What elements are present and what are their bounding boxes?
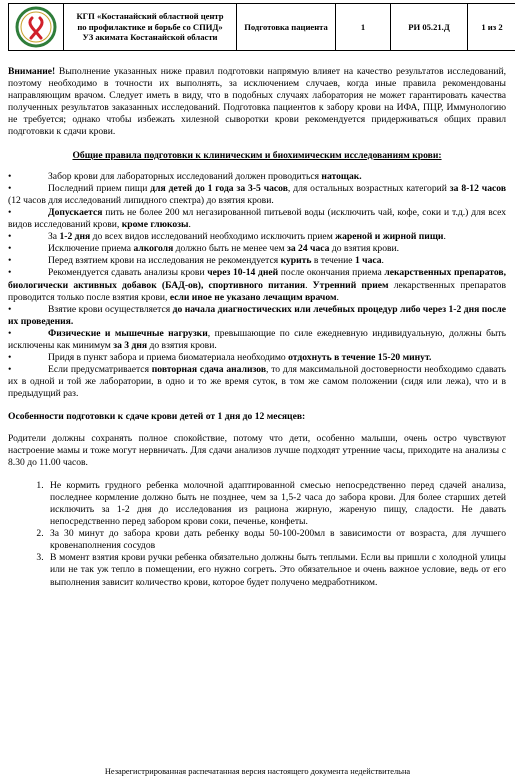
bullet-icon: • — [8, 243, 12, 255]
rule-bold-text: 1 часа — [354, 255, 382, 267]
rule-bold-text: алкоголя — [133, 243, 174, 255]
rule-text: после окончания приема — [278, 267, 385, 279]
rule-text: . — [381, 255, 384, 267]
bullet-icon: • — [8, 231, 12, 243]
rule-text: Забор крови для лабораторных исследований должен проводиться — [48, 170, 322, 182]
children-list-item: 3. В момент взятия крови ручки ребенка обязательно должны быть теплыми. Если вы пришли с холодной улицы или не так уж тепло в помещении, его нужно согреть. Это обязательное и очень важное условие, ведь от его выполнения зависит количество крови, которое будет получено медработником. — [46, 552, 506, 588]
rule-text: лекарственных препаратов проводится только после взятия крови, — [8, 279, 506, 303]
children-list-item: 2. За 30 минут до забора крови дать ребенку воды 50-100-200мл в зависимости от возраста, для лучшего кровенаполнения сосудов — [46, 528, 506, 552]
rule-text: , превышающие по силе ежедневную индивидуальную, должны быть исключены как минимум — [8, 327, 506, 351]
rule-text: Последний прием пищи — [48, 182, 151, 194]
doc-title: Подготовка пациента — [237, 4, 336, 51]
org-line-1: КГП «Костанайский областной центр — [76, 10, 224, 21]
rule-item — [8, 243, 506, 255]
logo-cell — [9, 4, 64, 51]
rule-text: , то для максимальной достоверности необходимо сдавать их в одной и той же лаборатории, в одно и то же время суток, в том же самом положении (сидя или лежа), что и в предыдущий раз. — [8, 364, 506, 400]
rule-item — [8, 207, 506, 231]
attention-label: Внимание! — [8, 66, 56, 77]
intro-paragraph — [8, 66, 506, 139]
rule-bold-text: для детей до 1 года за 3-5 часов — [150, 182, 288, 194]
children-intro: Родители должны сохранять полное спокойствие, потому что дети, особенно малыши, очень остро чувствуют настроение мамы и тоже могут нервничать. Для сдачи анализов лучше подходят утренние часы, приходите на анализы с 8.30 до 11.00 часов. — [8, 432, 506, 468]
rule-text: Придя в пункт забора и приема биоматериала необходимо — [48, 352, 289, 364]
rule-bold-text: лекарственных препаратов, биологически активных добавок (БАД-ов), спортивного питания — [8, 267, 506, 291]
rule-text: до взятия крови. — [329, 243, 400, 255]
rule-bold-text: натощак. — [321, 170, 362, 182]
rule-bold-text: через 10-14 дней — [207, 267, 279, 279]
bullet-icon: • — [8, 364, 12, 376]
bullet-icon: • — [8, 182, 12, 194]
rule-item — [8, 255, 506, 267]
rule-text: . — [443, 231, 446, 243]
document-header — [8, 3, 515, 51]
rule-item — [8, 352, 506, 364]
rule-item — [8, 171, 506, 183]
rule-text: За — [48, 231, 60, 243]
rule-text: , для остальных возрастных категорий — [287, 182, 450, 194]
rule-text: . — [188, 219, 191, 231]
rule-item — [8, 267, 506, 303]
organization-logo — [14, 6, 58, 48]
rule-text: (12 часов для исследований липидного спектра) до взятия крови. — [8, 194, 274, 206]
org-line-2: по профилактике и борьбе со СПИД» — [77, 21, 223, 32]
rule-text: Перед взятием крови на исследования не рекомендуется — [48, 255, 281, 267]
document-body — [8, 66, 506, 589]
rule-text: Взятие крови осуществляется — [48, 303, 173, 315]
organization-name — [64, 4, 237, 51]
rule-item — [8, 328, 506, 352]
rule-item — [8, 231, 506, 243]
rule-text: в течение — [311, 255, 355, 267]
revision: 1 — [336, 4, 391, 51]
rule-item — [8, 183, 506, 207]
rule-text: пить не более 200 мл негазированной питьевой воды (исключить чай, кофе, соки и т.д.) для всех видов исследований крови, — [8, 206, 506, 231]
rule-text: . — [305, 279, 313, 291]
rule-text: . — [336, 291, 339, 303]
footer-note: Незарегистрированная распечатанная версия настоящего документа недействительна — [104, 767, 411, 776]
rule-text: до всех видов исследований необходимо исключить прием — [90, 231, 336, 243]
rule-bold-text: Утренний прием — [312, 279, 389, 291]
rule-bold-text: за 8-12 часов — [449, 182, 506, 194]
bullet-icon: • — [8, 327, 12, 339]
rule-bold-text: 1-2 дня — [59, 231, 91, 243]
bullet-icon: • — [8, 303, 12, 315]
rule-bold-text: курить — [280, 255, 312, 267]
page-number: 1 из 2 — [468, 4, 515, 51]
general-rules-heading: Общие правила подготовки к клиническим и биохимическим исследованиям крови: — [72, 149, 442, 161]
rule-item — [8, 304, 506, 328]
intro-text: Выполнение указанных ниже правил подготовки напрямую влияет на качество результатов исследований, поэтому необходимо в точности их выполнять, за исключением случаев, когда иные правила рекомендованы направляющим врачом. Следует иметь в виду, что в подобных случаях лаборатория не может гарантировать качества полученных результатов заказанных исследований. Подготовка пациентов к забору крови на ИФА, ПЦР, Иммунологию не требуется; однако чтобы избежать хилезной сыворотки крови рекомендуется придерживаться общих правил подготовки к сдачи крови. — [8, 66, 506, 138]
rule-bold-text: кроме глюкозы — [121, 219, 189, 231]
rule-bold-text: до начала диагностических или лечебных процедур либо через 1-2 дня после их проведения. — [8, 303, 506, 327]
rule-bold-text: Допускается — [48, 206, 103, 218]
rules-list — [8, 171, 506, 401]
bullet-icon: • — [8, 255, 12, 267]
rule-text: Рекомендуется сдавать анализы крови — [48, 267, 208, 279]
children-list-item: 1. Не кормить грудного ребенка молочной адаптированной смесью непосредственно перед сдачей анализа, последнее кормление должно быть не позднее, чем за 1,5-2 часа до забора крови. Для более старших детей исключить за 1-2 дня до исследования из рациона жирную, жареную пищу, сладости. Не давать непосредственно перед забором крови соки, печенье, конфеты. — [46, 480, 506, 528]
rule-item — [8, 364, 506, 400]
rule-text: Если предусматривается — [48, 364, 152, 376]
rule-text: до взятия крови. — [147, 339, 217, 351]
rule-bold-text: если иное не указано лечащим врачом — [169, 291, 337, 303]
bullet-icon: • — [8, 267, 12, 279]
bullet-icon: • — [8, 352, 12, 364]
rule-bold-text: отдохнуть в течение 15-20 минут. — [288, 352, 432, 364]
rule-text: должно быть не менее чем — [173, 243, 287, 255]
children-list — [8, 480, 506, 589]
rule-bold-text: сдача анализов — [199, 364, 267, 376]
rule-bold-text: за 3 дня — [113, 339, 148, 351]
rule-bold-text: жареной и жирной пищи — [335, 231, 444, 243]
rule-bold-text: за 24 часа — [286, 243, 330, 255]
org-line-3: УЗ акимата Костанайской области — [82, 32, 218, 43]
rule-bold-text: Физические и мышечные нагрузки — [48, 327, 208, 339]
bullet-icon: • — [8, 170, 12, 182]
doc-code: РИ 05.21.Д — [391, 4, 468, 51]
children-heading: Особенности подготовки к сдаче крови детей от 1 дня до 12 месяцев: — [8, 411, 306, 423]
rule-text: Исключение приема — [48, 243, 134, 255]
rule-bold-text: повторная — [151, 364, 198, 376]
bullet-icon: • — [8, 206, 12, 218]
